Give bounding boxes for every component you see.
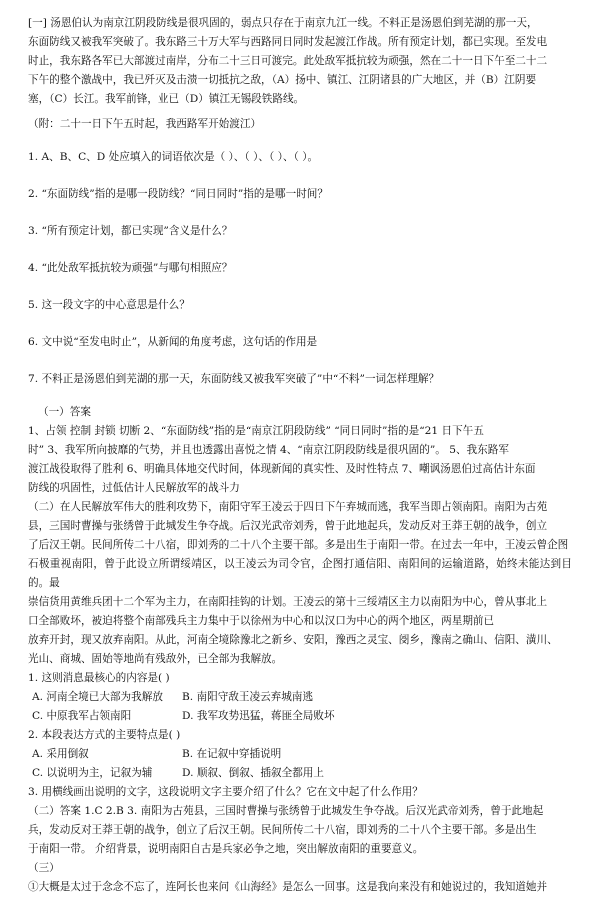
passage-line: [一] 汤恩伯认为南京江阴段防线是很巩固的，弱点只存在于南京九江一线。不料正是汤恩伯到芜湖的那一天， <box>28 17 538 29</box>
passage-line: 了后汉王朝。民间所传二十八宿，即刘秀的二十八个主要干部。多是出生于南阳一带。在过去一年中，王凌云曾企图 <box>28 539 569 551</box>
passage-line: （二）在人民解放军伟大的胜利攻势下，南阳守军王凌云于四日下午弃城而逃，我军当即占领南阳。南阳为古苑 <box>28 501 548 513</box>
option-d: D. 顺叙、倒叙、插叙全都用上 <box>182 767 324 779</box>
question-item: 3. “所有预定计划，都已实现”含义是什么？ <box>28 225 233 237</box>
question-item: 2. 本段表达方式的主要特点是( ) <box>28 729 181 741</box>
answer-section-one <box>28 403 572 498</box>
answer-line: 兵，发动反对王莽王朝的战争，创立了后汉王朝。民间所传二十八宿，即刘秀的二十八个主要干部。多是出生 <box>28 824 537 836</box>
option-a: A. 河南全境已大部为我解放 <box>32 691 163 703</box>
question-item: 2. “东面防线”指的是哪一段防线？“同日同时”指的是哪一时间？ <box>28 188 328 200</box>
answer-line: 渡江战役取得了胜利 6、明确具体地交代时间，体现新闻的真实性、及时性特点 7、嘲讽汤恩伯过高估计东面 <box>28 463 536 475</box>
passage-one <box>28 14 572 109</box>
question-item: 4. “此处敌军抵抗较为顽强”与哪句相照应？ <box>28 262 233 274</box>
passage-line: 东面防线又被我军突破了。我东路三十万大军与西路同日同时发起渡江作战。所有预定计划，都已实现。至发电 <box>28 36 548 48</box>
question-options <box>28 745 572 783</box>
answer-line: 1、占领 控制 封锁 切断 2、“东面防线”指的是“南京江阴段防线” “同日同时”指的是“21 日下午五 <box>28 425 484 437</box>
passage-line: ①大概是太过于念念不忘了，连阿长也来问《山海经》是怎么一回事。这是我向来没有和她说过的，我知道她并 <box>28 881 548 893</box>
passage-line: 崇信货用黄维兵团十二个军为主力，在南阳挂钩的计划。王凌云的第十三绥靖区主力以南阳为中心，曾从事北上 <box>28 596 548 608</box>
question-item: 3. 用横线画出说明的文字，这段说明文字主要介绍了什么？它在文中起了什么作用？ <box>28 786 423 798</box>
answer-title: （一）答案 <box>38 406 91 418</box>
passage-line: 光山、商城、固始等地尚有残敌外，已全部为我解放。 <box>28 653 283 665</box>
answer-line: 于南阳一带。 介绍背景，说明南阳自古是兵家必争之地，突出解放南阳的重要意义。 <box>28 843 424 855</box>
passage-line: 塞，（C）长江。我军前锋，业已（D）镇江无锡段铁路线。 <box>28 93 305 105</box>
section-title: （三） <box>28 862 60 874</box>
answer-line: 时” 3、我军所向披靡的气势，并且也透露出喜悦之情 4、“南京江阴段防线是很巩固的”。 5、我东路军 <box>28 444 509 456</box>
question-item: 6. 文中说“至发电时止”，从新闻的角度考虑，这句话的作用是 <box>28 336 318 348</box>
part-three <box>28 859 572 897</box>
option-b: B. 在记叙中穿插说明 <box>182 748 282 760</box>
passage-line: 县，三国时曹操与张绣曾于此城发生争夺战。后汉光武帝刘秀，曾于此地起兵，发动反对王莽王朝的战争，创立 <box>28 520 548 532</box>
answer-section-two <box>28 802 572 859</box>
question-item: 1. 这则消息最核心的内容是( ) <box>28 672 170 684</box>
passage-line: 时止，我东路各军已大部渡过南岸，分布二十三日可渡完。此处敌军抵抗较为顽强，然在二十一日下午至二十二 <box>28 55 548 67</box>
question-list-one <box>28 148 572 389</box>
question-item: 5. 这一段文字的中心意思是什么？ <box>28 299 190 311</box>
question-options <box>28 688 572 726</box>
option-c: C. 中原我军占领南阳 <box>32 710 132 722</box>
passage-line: 放弃开封，现又放弃南阳。从此，河南全境除豫北之新乡、安阳，豫西之灵宝、阌乡，豫南之确山、信阳、潢川、 <box>28 634 558 646</box>
passage-line: 口全部败坏，被迫将整个南部残兵主力集中于以徐州为中心和以汉口为中心的两个地区，两星期前已 <box>28 615 495 627</box>
question-item: 1. A、B、C、D 处应填入的词语依次是（ ）、（ ）、（ ）、（ ）。 <box>28 151 319 163</box>
question-item: 7. 不料正是汤恩伯到芜湖的那一天，东面防线又被我军突破了”中“不料”一词怎样理解？ <box>28 373 440 385</box>
passage-two <box>28 498 572 802</box>
option-d: D. 我军攻势迅猛，蒋匪全局败坏 <box>182 710 335 722</box>
answer-line: （二）答案 1.C 2.B 3. 南阳为古苑县，三国时曹操与张绣曾于此城发生争夺战。后汉光武帝刘秀，曾于此地起 <box>28 805 544 817</box>
answer-line: 防线的巩固性，过低估计人民解放军的战斗力 <box>28 482 240 494</box>
passage-line: 下午的整个激战中，我已歼灭及击溃一切抵抗之敌，（A）扬中、镇江、江阴诸县的广大地区，并（B）江阴要 <box>28 74 537 86</box>
option-a: A. 采用倒叙 <box>32 748 89 760</box>
option-c: C. 以说明为主，记叙为辅 <box>32 767 153 779</box>
appendix-note: （附：二十一日下午五时起，我西路军开始渡江） <box>28 118 262 130</box>
option-b: B. 南阳守敌王凌云弃城南逃 <box>182 691 314 703</box>
passage-line: 石极重视南阳，曾于此设立所谓绥靖区，以王凌云为司令官，企图打通信阳、南阳间的运输道路，始终未能达到目的。最 <box>28 558 572 589</box>
